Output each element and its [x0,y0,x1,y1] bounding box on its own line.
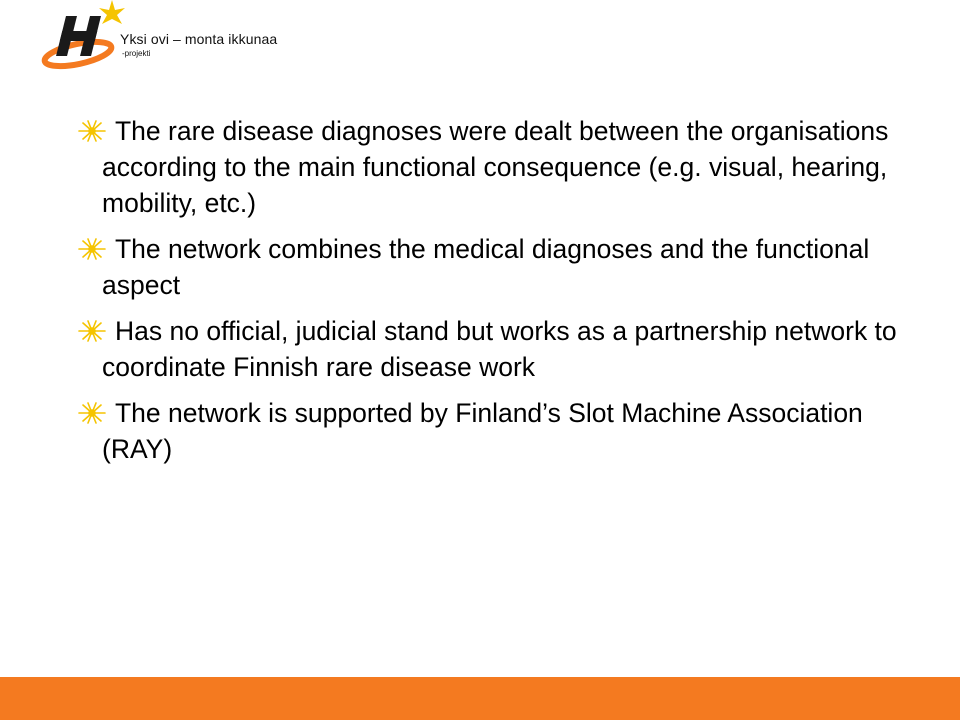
list-item [78,113,898,221]
bullet-text: Has no official, judicial stand but works as a partnership network to coordinate Finnish rare disease work [102,316,897,382]
project-logo [40,0,300,80]
bullet-list [78,113,898,477]
bullet-text: The network combines the medical diagnoses and the functional aspect [102,234,870,300]
bullet-text: The network is supported by Finland’s Slot Machine Association (RAY) [102,398,863,464]
list-item [78,395,898,467]
list-item [78,313,898,385]
logo-subtitle: -projekti [122,49,151,58]
star-burst-icon [78,402,108,424]
star-burst-icon [78,238,108,260]
logo-title: Yksi ovi – monta ikkunaa [120,31,278,47]
h-star-logo-icon [40,0,130,75]
bullet-text: The rare disease diagnoses were dealt between the organisations according to the main functional consequence (e.g. visual, hearing, mobility, etc.) [102,116,889,218]
list-item [78,231,898,303]
star-burst-icon [78,320,108,342]
star-burst-icon [78,120,108,142]
footer-accent-bar [0,677,960,720]
